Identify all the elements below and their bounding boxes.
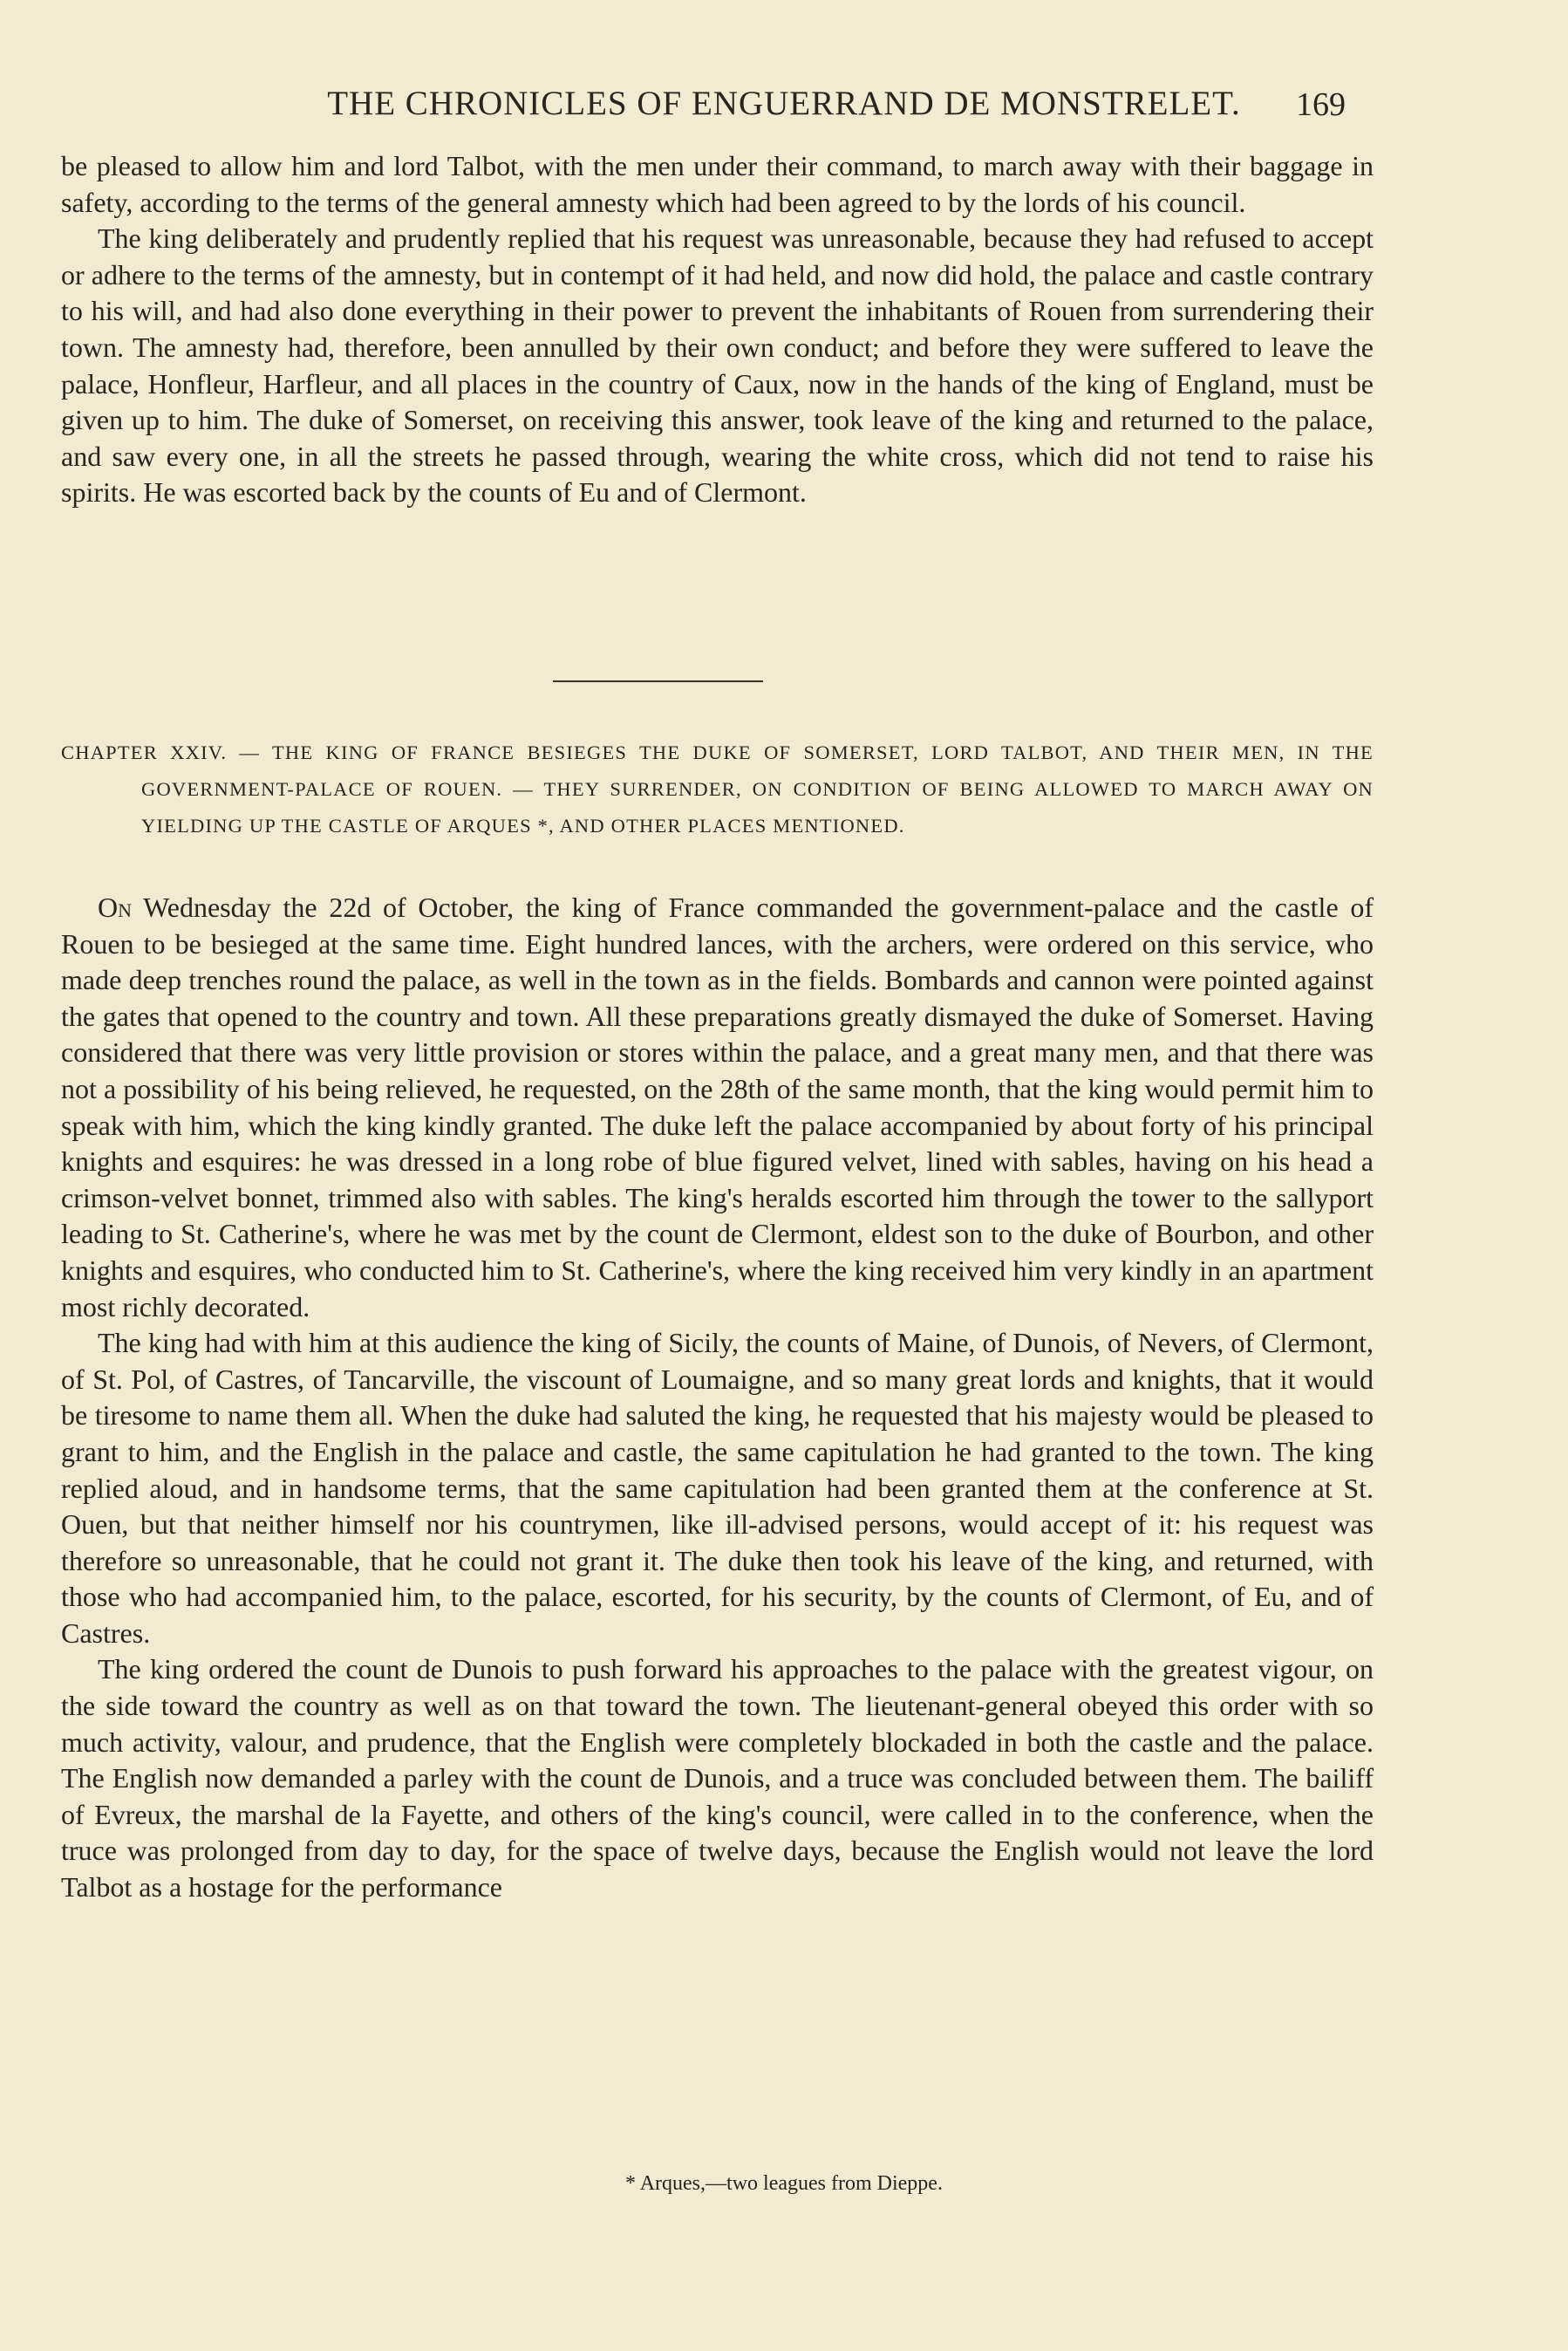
continued-text	[61, 148, 1374, 511]
footnote: * Arques,—two leagues from Dieppe.	[625, 2172, 943, 2195]
paragraph: The king ordered the count de Dunois to push forward his approaches to the palace with the greatest vigour, on the side toward the country as well as on that toward the town. The lieutenant-general obeyed this order with so much activity, valour, and prudence, that the English were completely blockaded in both the castle and the palace. The English now demanded a parley with the count de Dunois, and a truce was concluded between them. The bailiff of Evreux, the marshal de la Fayette, and others of the king's council, were called in to the conference, when the truce was prolonged from day to day, for the space of twelve days, because the English would not leave the lord Talbot as a hostage for the performance	[61, 1653, 1374, 1903]
opening-word: On	[98, 892, 132, 923]
paragraph: The king had with him at this audience the king of Sicily, the counts of Maine, of Dunois, of Nevers, of Clermont, of St. Pol, of Castres, of Tancarville, the viscount of Loumaigne, and so many great lords and knights, that it would be tiresome to name them all. When the duke had saluted the king, he requested that his majesty would be pleased to grant to him, and the English in the palace and castle, the same capitulation he had granted to the town. The king replied aloud, and in handsome terms, that the same capitulation had been granted them at the conference at St. Ouen, but that neither himself nor his countrymen, like ill-advised persons, would accept of it: his request was therefore so unreasonable, that he could not grant it. The duke then took his leave of the king, and returned, with those who had accompanied him, to the palace, escorted, for his security, by the counts of Clermont, of Eu, and of Castres.	[61, 1327, 1374, 1649]
chapter-text	[61, 890, 1374, 1906]
paragraph: be pleased to allow him and lord Talbot, with the men under their command, to march away with their baggage in safety, according to the terms of the general amnesty which had been agreed to by the lords of his council.	[61, 150, 1374, 218]
chapter-heading-text: CHAPTER XXIV. — THE KING OF FRANCE BESIEGES THE DUKE OF SOMERSET, LORD TALBOT, AND THEIR MEN, IN THE GOVERNMENT-PALACE OF ROUEN. — THEY SURRENDER, ON CONDITION OF BEING ALLOWED TO MARCH AWAY ON YIELDING UP THE CASTLE OF ARQUES *, AND OTHER PLACES MENTIONED.	[61, 742, 1374, 837]
paragraph	[61, 890, 1374, 1325]
paragraph: The king deliberately and prudently replied that his request was unreasonable, because they had refused to accept or adhere to the terms of the amnesty, but in contempt of it had held, and now did hold, the palace and castle contrary to his will, and had also done everything in their power to prevent the inhabitants of Rouen from surrendering their town. The amnesty had, therefore, been annulled by their own conduct; and before they were suffered to leave the palace, Honfleur, Harfleur, and all places in the country of Caux, now in the hands of the king of England, must be given up to him. The duke of Somerset, on receiving this answer, took leave of the king and returned to the palace, and saw every one, in all the streets he passed through, wearing the white cross, which did not tend to raise his spirits. He was escorted back by the counts of Eu and of Clermont.	[61, 222, 1374, 509]
running-title: THE CHRONICLES OF ENGUERRAND DE MONSTRELET.	[327, 85, 1241, 122]
chapter-heading	[61, 735, 1374, 844]
running-head	[0, 84, 1568, 127]
section-divider	[553, 680, 763, 682]
paragraph-text: Wednesday the 22d of October, the king of France commanded the government-palace and the castle of Rouen to be besieged at the same time. Eight hundred lances, with the archers, were ordered on this service, who made deep trenches round the palace, as well in the town as in the fields. Bombards and cannon were pointed against the gates that opened to the country and town. All these preparations greatly dismayed the duke of Somerset. Having considered that there was very little provision or stores within the palace, and a great many men, and that there was not a possibility of his being relieved, he requested, on the 28th of the same month, that the king would permit him to speak with him, which the king kindly granted. The duke left the palace accompanied by about forty of his principal knights and esquires: he was dressed in a long robe of blue figured velvet, lined with sables, having on his head a crimson-velvet bonnet, trimmed also with sables. The king's heralds escorted him through the tower to the sallyport leading to St. Catherine's, where he was met by the count de Clermont, eldest son to the duke of Bourbon, and other knights and esquires, who conducted him to St. Catherine's, where the king received him very kindly in an apartment most richly decorated.	[61, 892, 1374, 1322]
page-number: 169	[1296, 86, 1346, 123]
